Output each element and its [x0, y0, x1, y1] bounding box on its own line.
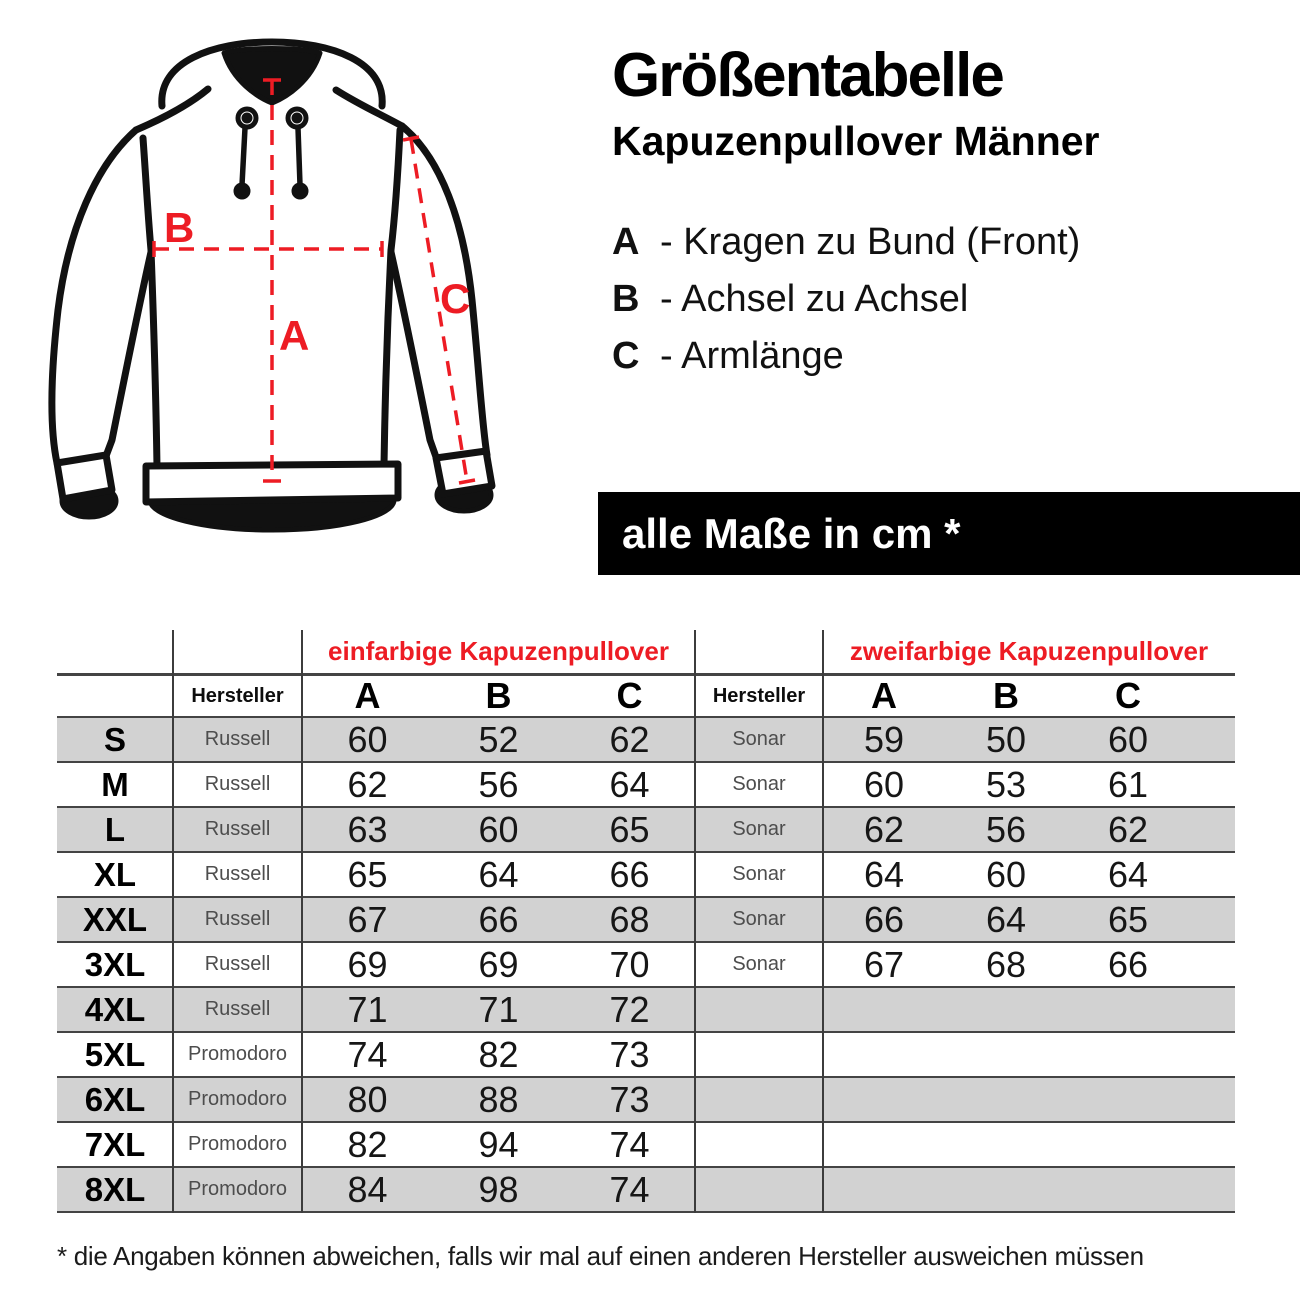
value-b-left: 66 [478, 898, 519, 940]
measure-label-a: A [279, 312, 310, 359]
units-banner [598, 492, 1300, 575]
value-c-left: 64 [609, 763, 650, 805]
header-c-left: C [616, 675, 643, 716]
header-c-right: C [1115, 675, 1141, 716]
value-a-right: 66 [863, 898, 905, 940]
size-label: 6XL [84, 1080, 146, 1118]
drawstring-left [242, 128, 245, 185]
column-header-row [57, 673, 1235, 718]
value-b-left: 64 [478, 853, 519, 895]
values-right [823, 944, 1235, 986]
size-label: 8XL [84, 1170, 146, 1208]
value-b-right: 64 [985, 898, 1027, 940]
left-sleeve-outer [52, 130, 136, 463]
size-label: 3XL [84, 945, 146, 983]
drawstring-right-tip [294, 185, 306, 197]
manufacturer-left: Promodoro [188, 1088, 287, 1110]
value-c-left: 70 [609, 943, 650, 985]
value-a-left: 67 [347, 898, 388, 940]
size-label: 7XL [84, 1125, 146, 1163]
column-divider [822, 630, 824, 1213]
legend-key-a: A [612, 221, 640, 263]
manufacturer-right: Sonar [732, 863, 786, 885]
value-a-left: 69 [347, 943, 388, 985]
value-a-left: 65 [347, 853, 388, 895]
values-left [302, 1169, 695, 1211]
table-body [57, 718, 1235, 1213]
size-label: 5XL [84, 1035, 146, 1073]
page-subtitle: Kapuzenpullover Männer [612, 118, 1100, 164]
values-right [823, 854, 1235, 896]
values-left [302, 899, 695, 941]
value-a-left: 71 [347, 988, 388, 1030]
column-divider [301, 630, 303, 1213]
group-header-spacer [57, 630, 302, 673]
torso-left-edge [143, 138, 157, 467]
manufacturer-right: Sonar [732, 773, 786, 795]
size-label: L [104, 810, 126, 848]
values-left [302, 1124, 695, 1166]
legend-key-b: B [612, 278, 640, 320]
table-row [57, 1123, 1235, 1168]
value-b-right: 68 [985, 943, 1027, 985]
table-row [57, 988, 1235, 1033]
value-c-right: 61 [1107, 763, 1149, 805]
values-right [823, 764, 1235, 806]
group-header-spacer [695, 630, 823, 673]
manufacturer-left: Russell [204, 998, 271, 1020]
table-row [57, 718, 1235, 763]
value-a-left: 63 [347, 808, 388, 850]
value-c-left: 73 [609, 1033, 650, 1075]
value-b-left: 88 [478, 1078, 519, 1120]
manufacturer-left: Russell [204, 863, 271, 885]
value-a-right: 67 [863, 943, 905, 985]
value-c-right: 65 [1107, 898, 1149, 940]
values-left [302, 719, 695, 761]
value-b-left: 94 [478, 1123, 519, 1165]
value-c-left: 66 [609, 853, 650, 895]
value-a-right: 60 [863, 763, 905, 805]
manufacturer-left: Russell [204, 728, 271, 750]
legend-line-b [612, 271, 1080, 328]
value-c-left: 74 [609, 1168, 650, 1210]
header-b-left: B [485, 675, 512, 716]
values-right [823, 899, 1235, 941]
manufacturer-left: Promodoro [188, 1133, 287, 1155]
value-b-left: 82 [478, 1033, 519, 1075]
group-header-single-color: einfarbige Kapuzenpullover [328, 636, 669, 666]
group-header-two-color: zweifarbige Kapuzenpullover [849, 636, 1209, 666]
value-a-right: 62 [863, 808, 905, 850]
value-a-left: 74 [347, 1033, 388, 1075]
eyelet-right-dot [294, 115, 300, 121]
size-table [57, 630, 1235, 1213]
values-left [302, 1079, 695, 1121]
value-b-left: 69 [478, 943, 519, 985]
measure-label-b: B [164, 204, 195, 251]
value-a-left: 80 [347, 1078, 388, 1120]
header-manufacturer-right: Hersteller [712, 684, 806, 707]
value-c-left: 65 [609, 808, 650, 850]
header-b-right: B [993, 675, 1019, 716]
left-sleeve-inner [106, 252, 151, 456]
legend-text-a: - Kragen zu Bund (Front) [660, 221, 1081, 263]
units-banner-text: alle Maße in cm * [622, 509, 961, 557]
manufacturer-left: Russell [204, 908, 271, 930]
value-b-left: 56 [478, 763, 519, 805]
table-row [57, 1033, 1235, 1078]
legend-key-c: C [612, 335, 640, 377]
value-c-left: 72 [609, 988, 650, 1030]
manufacturer-right: Sonar [732, 728, 786, 750]
manufacturer-right: Sonar [732, 953, 786, 975]
value-b-right: 56 [985, 808, 1027, 850]
manufacturer-left: Russell [204, 773, 271, 795]
table-row [57, 808, 1235, 853]
drawstring-left-tip [236, 185, 248, 197]
value-c-left: 73 [609, 1078, 650, 1120]
value-c-left: 68 [609, 898, 650, 940]
column-divider [694, 630, 696, 1213]
values-left [302, 1034, 695, 1076]
size-label: S [103, 720, 126, 758]
header-abc-left [302, 675, 695, 717]
table-row [57, 763, 1235, 808]
value-a-left: 60 [347, 718, 388, 760]
drawstring-right [298, 128, 300, 185]
size-label: 4XL [84, 990, 146, 1028]
header-a-left: A [354, 675, 381, 716]
value-a-right: 64 [863, 853, 905, 895]
value-c-right: 62 [1107, 808, 1149, 850]
values-left [302, 809, 695, 851]
value-b-left: 71 [478, 988, 519, 1030]
value-b-right: 50 [985, 718, 1027, 760]
table-row [57, 1168, 1235, 1213]
value-a-right: 59 [863, 718, 905, 760]
measurement-legend [612, 214, 1080, 385]
group-header-row [57, 630, 1235, 673]
right-sleeve-inner [391, 252, 436, 457]
legend-line-a [612, 214, 1080, 271]
measure-label-c: C [440, 275, 471, 322]
left-cuff-band [57, 455, 112, 499]
value-b-left: 98 [478, 1168, 519, 1210]
value-b-right: 60 [985, 853, 1027, 895]
value-a-left: 84 [347, 1168, 388, 1210]
header-abc-right [823, 675, 1235, 717]
value-b-left: 60 [478, 808, 519, 850]
value-a-left: 62 [347, 763, 388, 805]
header-manufacturer-left: Hersteller [191, 684, 284, 707]
eyelet-left-dot [244, 115, 250, 121]
table-row [57, 898, 1235, 943]
values-right [823, 719, 1235, 761]
table-row [57, 943, 1235, 988]
table-row [57, 1078, 1235, 1123]
legend-text-b: - Achsel zu Achsel [660, 278, 969, 320]
values-left [302, 989, 695, 1031]
collar-left [136, 89, 208, 130]
size-label: XXL [82, 900, 148, 938]
value-a-left: 82 [347, 1123, 388, 1165]
collar-right [336, 90, 402, 126]
values-left [302, 854, 695, 896]
column-divider [172, 630, 174, 1213]
value-c-left: 62 [609, 718, 650, 760]
values-left [302, 764, 695, 806]
manufacturer-left: Promodoro [188, 1043, 287, 1065]
value-c-right: 66 [1107, 943, 1149, 985]
hoodie-diagram [0, 0, 600, 600]
footnote: * die Angaben können abweichen, falls wir mal auf einen anderen Hersteller ausweichen müssen [57, 1241, 1144, 1271]
value-b-right: 53 [985, 763, 1027, 805]
manufacturer-right: Sonar [732, 908, 786, 930]
size-label: M [101, 765, 129, 803]
manufacturer-left: Russell [204, 818, 271, 840]
values-left [302, 944, 695, 986]
manufacturer-left: Promodoro [188, 1178, 287, 1200]
page-title: Größentabelle [612, 41, 1003, 110]
value-b-left: 52 [478, 718, 519, 760]
value-c-left: 74 [609, 1123, 650, 1165]
values-right [823, 809, 1235, 851]
size-label: XL [93, 855, 137, 893]
header-a-right: A [871, 675, 897, 716]
manufacturer-left: Russell [204, 953, 271, 975]
table-row [57, 853, 1235, 898]
manufacturer-right: Sonar [732, 818, 786, 840]
value-c-right: 60 [1107, 718, 1149, 760]
legend-line-c [612, 328, 1080, 385]
legend-text-c: - Armlänge [660, 335, 844, 377]
value-c-right: 64 [1107, 853, 1149, 895]
